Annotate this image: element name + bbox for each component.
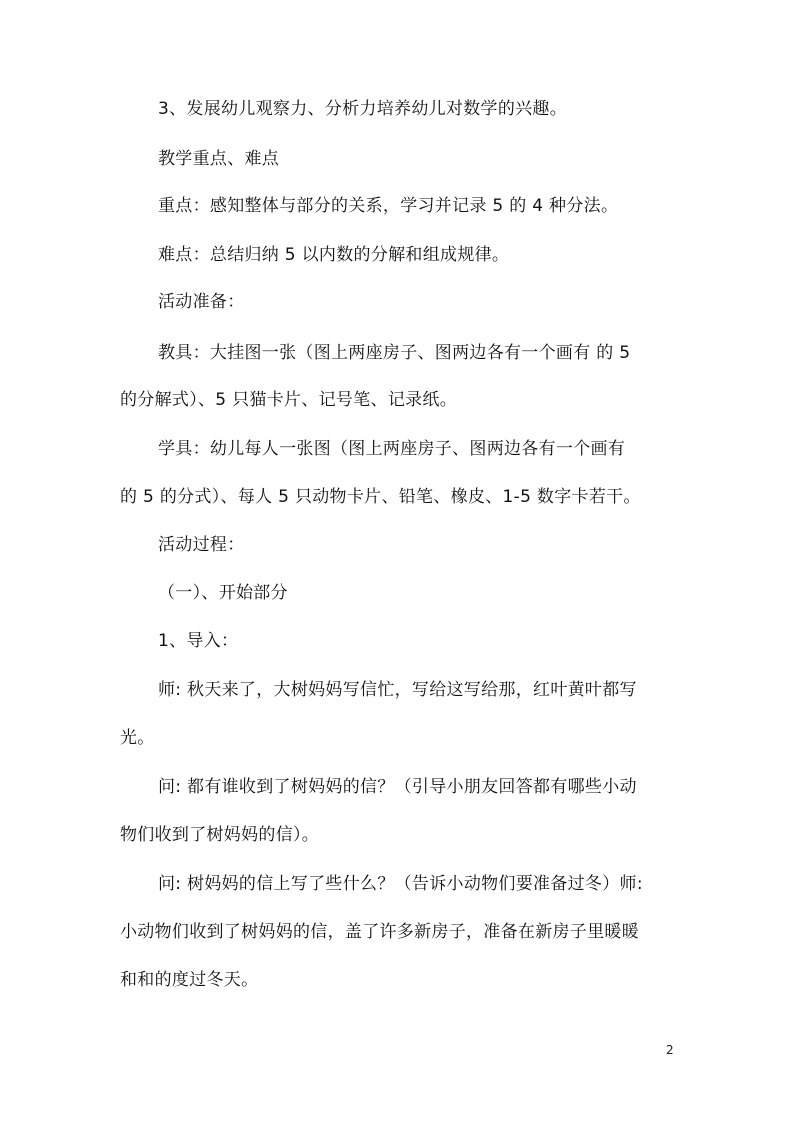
text-line: 的 5 的分式）、每人 5 只动物卡片、铅笔、橡皮、1-5 数字卡若干。: [120, 487, 641, 507]
text-line: 3、发展幼儿观察力、分析力培养幼儿对数学的兴趣。: [158, 99, 568, 119]
section-heading: 活动准备：: [158, 292, 245, 312]
text-line: 难点：总结归纳 5 以内数的分解和组成规律。: [158, 245, 510, 265]
text-line: 问: 都有谁收到了树妈妈的信？（引导小朋友回答都有哪些小动: [158, 777, 637, 797]
subsection-heading: 1、导入：: [158, 631, 239, 651]
text-line: 的分解式）、5 只猫卡片、记号笔、记录纸。: [120, 390, 458, 410]
text-line: 小动物们收到了树妈妈的信，盖了许多新房子，准备在新房子里暖暖: [120, 922, 639, 942]
page-number: 2: [666, 1043, 674, 1057]
text-line: 重点：感知整体与部分的关系，学习并记录 5 的 4 种分法。: [158, 196, 619, 216]
text-line: 问: 树妈妈的信上写了些什么？（告诉小动物们要准备过冬）师:: [158, 874, 643, 894]
text-line: 物们收到了树妈妈的信）。: [120, 825, 320, 845]
text-line: 师: 秋天来了，大树妈妈写信忙，写给这写给那，红叶黄叶都写: [158, 680, 637, 700]
subsection-heading: （一）、开始部分: [158, 583, 288, 603]
text-line: 和和的度过冬天。: [120, 970, 259, 990]
text-line: 学具：幼儿每人一张图（图上两座房子、图两边各有一个画有: [158, 439, 626, 459]
section-heading: 教学重点、难点: [158, 149, 280, 169]
section-heading: 活动过程：: [158, 535, 245, 555]
text-line: 教具：大挂图一张（图上两座房子、图两边各有一个画有 的 5: [158, 343, 631, 363]
text-line: 光。: [120, 728, 155, 748]
